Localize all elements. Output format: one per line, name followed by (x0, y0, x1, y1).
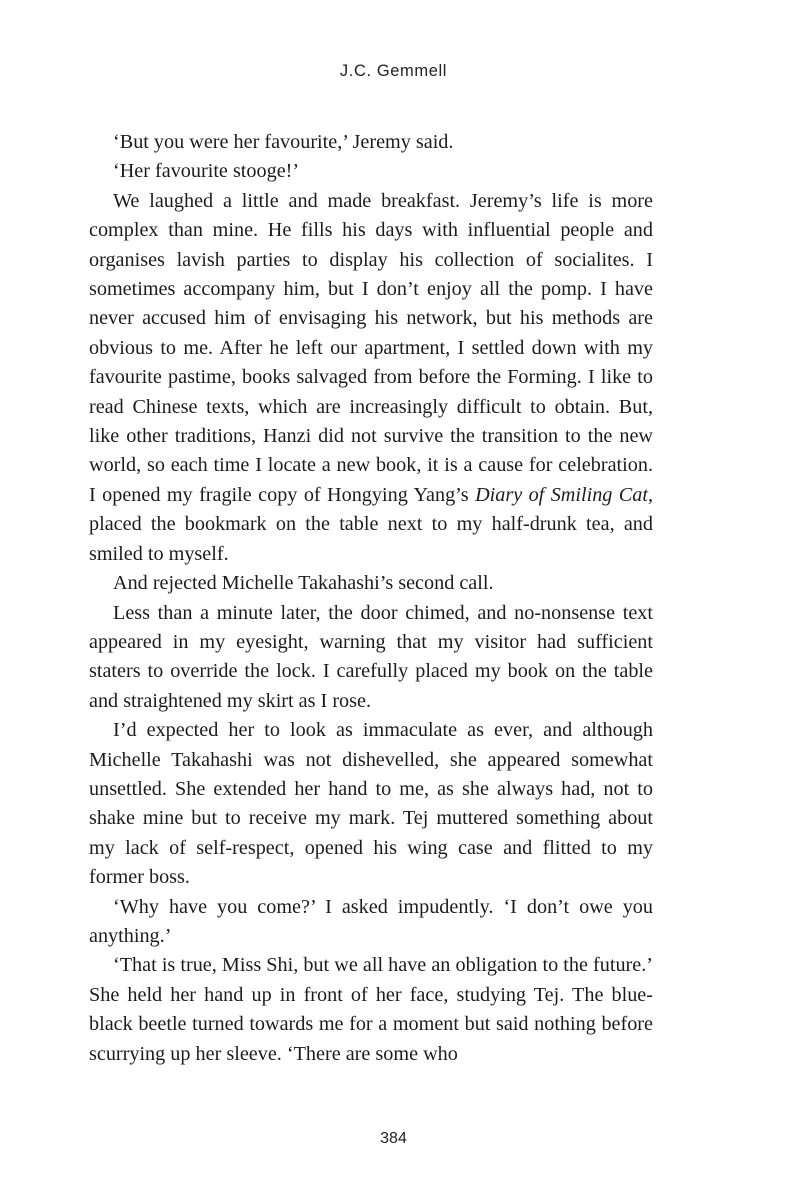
page-number: 384 (380, 1130, 407, 1147)
paragraph: Less than a minute later, the door chimed, and no-nonsense text appeared in my eyesight, warning that my visitor had sufficient staters to override the lock. I carefully placed my book on the table and straightened my skirt as I rose. (89, 601, 653, 712)
author-name: J.C. Gemmell (339, 62, 448, 80)
paragraph: ‘But you were her favourite,’ Jeremy said. (113, 131, 454, 153)
book-title: Diary of Smiling Cat (475, 483, 648, 506)
paragraph: We laughed a little and made breakfast. Jeremy’s life is more complex than mine. He fills his days with influential people and organises lavish parties to display his collection of socialites. I sometimes accompany him, but I don’t enjoy all the pomp. I have never accused him of envisaging his network, but his methods are obvious to me. After he left our apartment, I settled down with my favourite pastime, books salvaged from before the Forming. I like to read Chinese texts, which are increasingly difficult to obtain. But, like other traditions, Hanzi did not survive the transition to the new world, so each time I locate a new book, it is a cause for celebration. I opened my fragile copy of Hongying Yang’s Diary of Smiling Cat, placed the bookmark on the table next to my half-drunk tea, and smiled to myself. (89, 189, 654, 565)
body-text (89, 128, 653, 1069)
running-header (0, 62, 787, 81)
paragraph: ‘Why have you come?’ I asked impudently. ‘I don’t owe you anything.’ (89, 895, 653, 947)
paragraph: And rejected Michelle Takahashi’s second call. (113, 572, 494, 595)
paragraph: ‘Her favourite stooge!’ (113, 160, 300, 183)
paragraph: ‘That is true, Miss Shi, but we all have an obligation to the future.’ She held her hand up in front of her face, studying Tej. The blue-black beetle turned towards me for a moment but said nothing before scurrying up her sleeve. ‘There are some who (89, 954, 653, 1065)
paragraph: I’d expected her to look as immaculate as ever, and although Michelle Takahashi was not dishevelled, she appeared somewhat unsettled. She extended her hand to me, as she always had, not to shake mine but to receive my mark. Tej muttered something about my lack of self-respect, opened his wing case and flitted to my former boss. (89, 719, 653, 889)
